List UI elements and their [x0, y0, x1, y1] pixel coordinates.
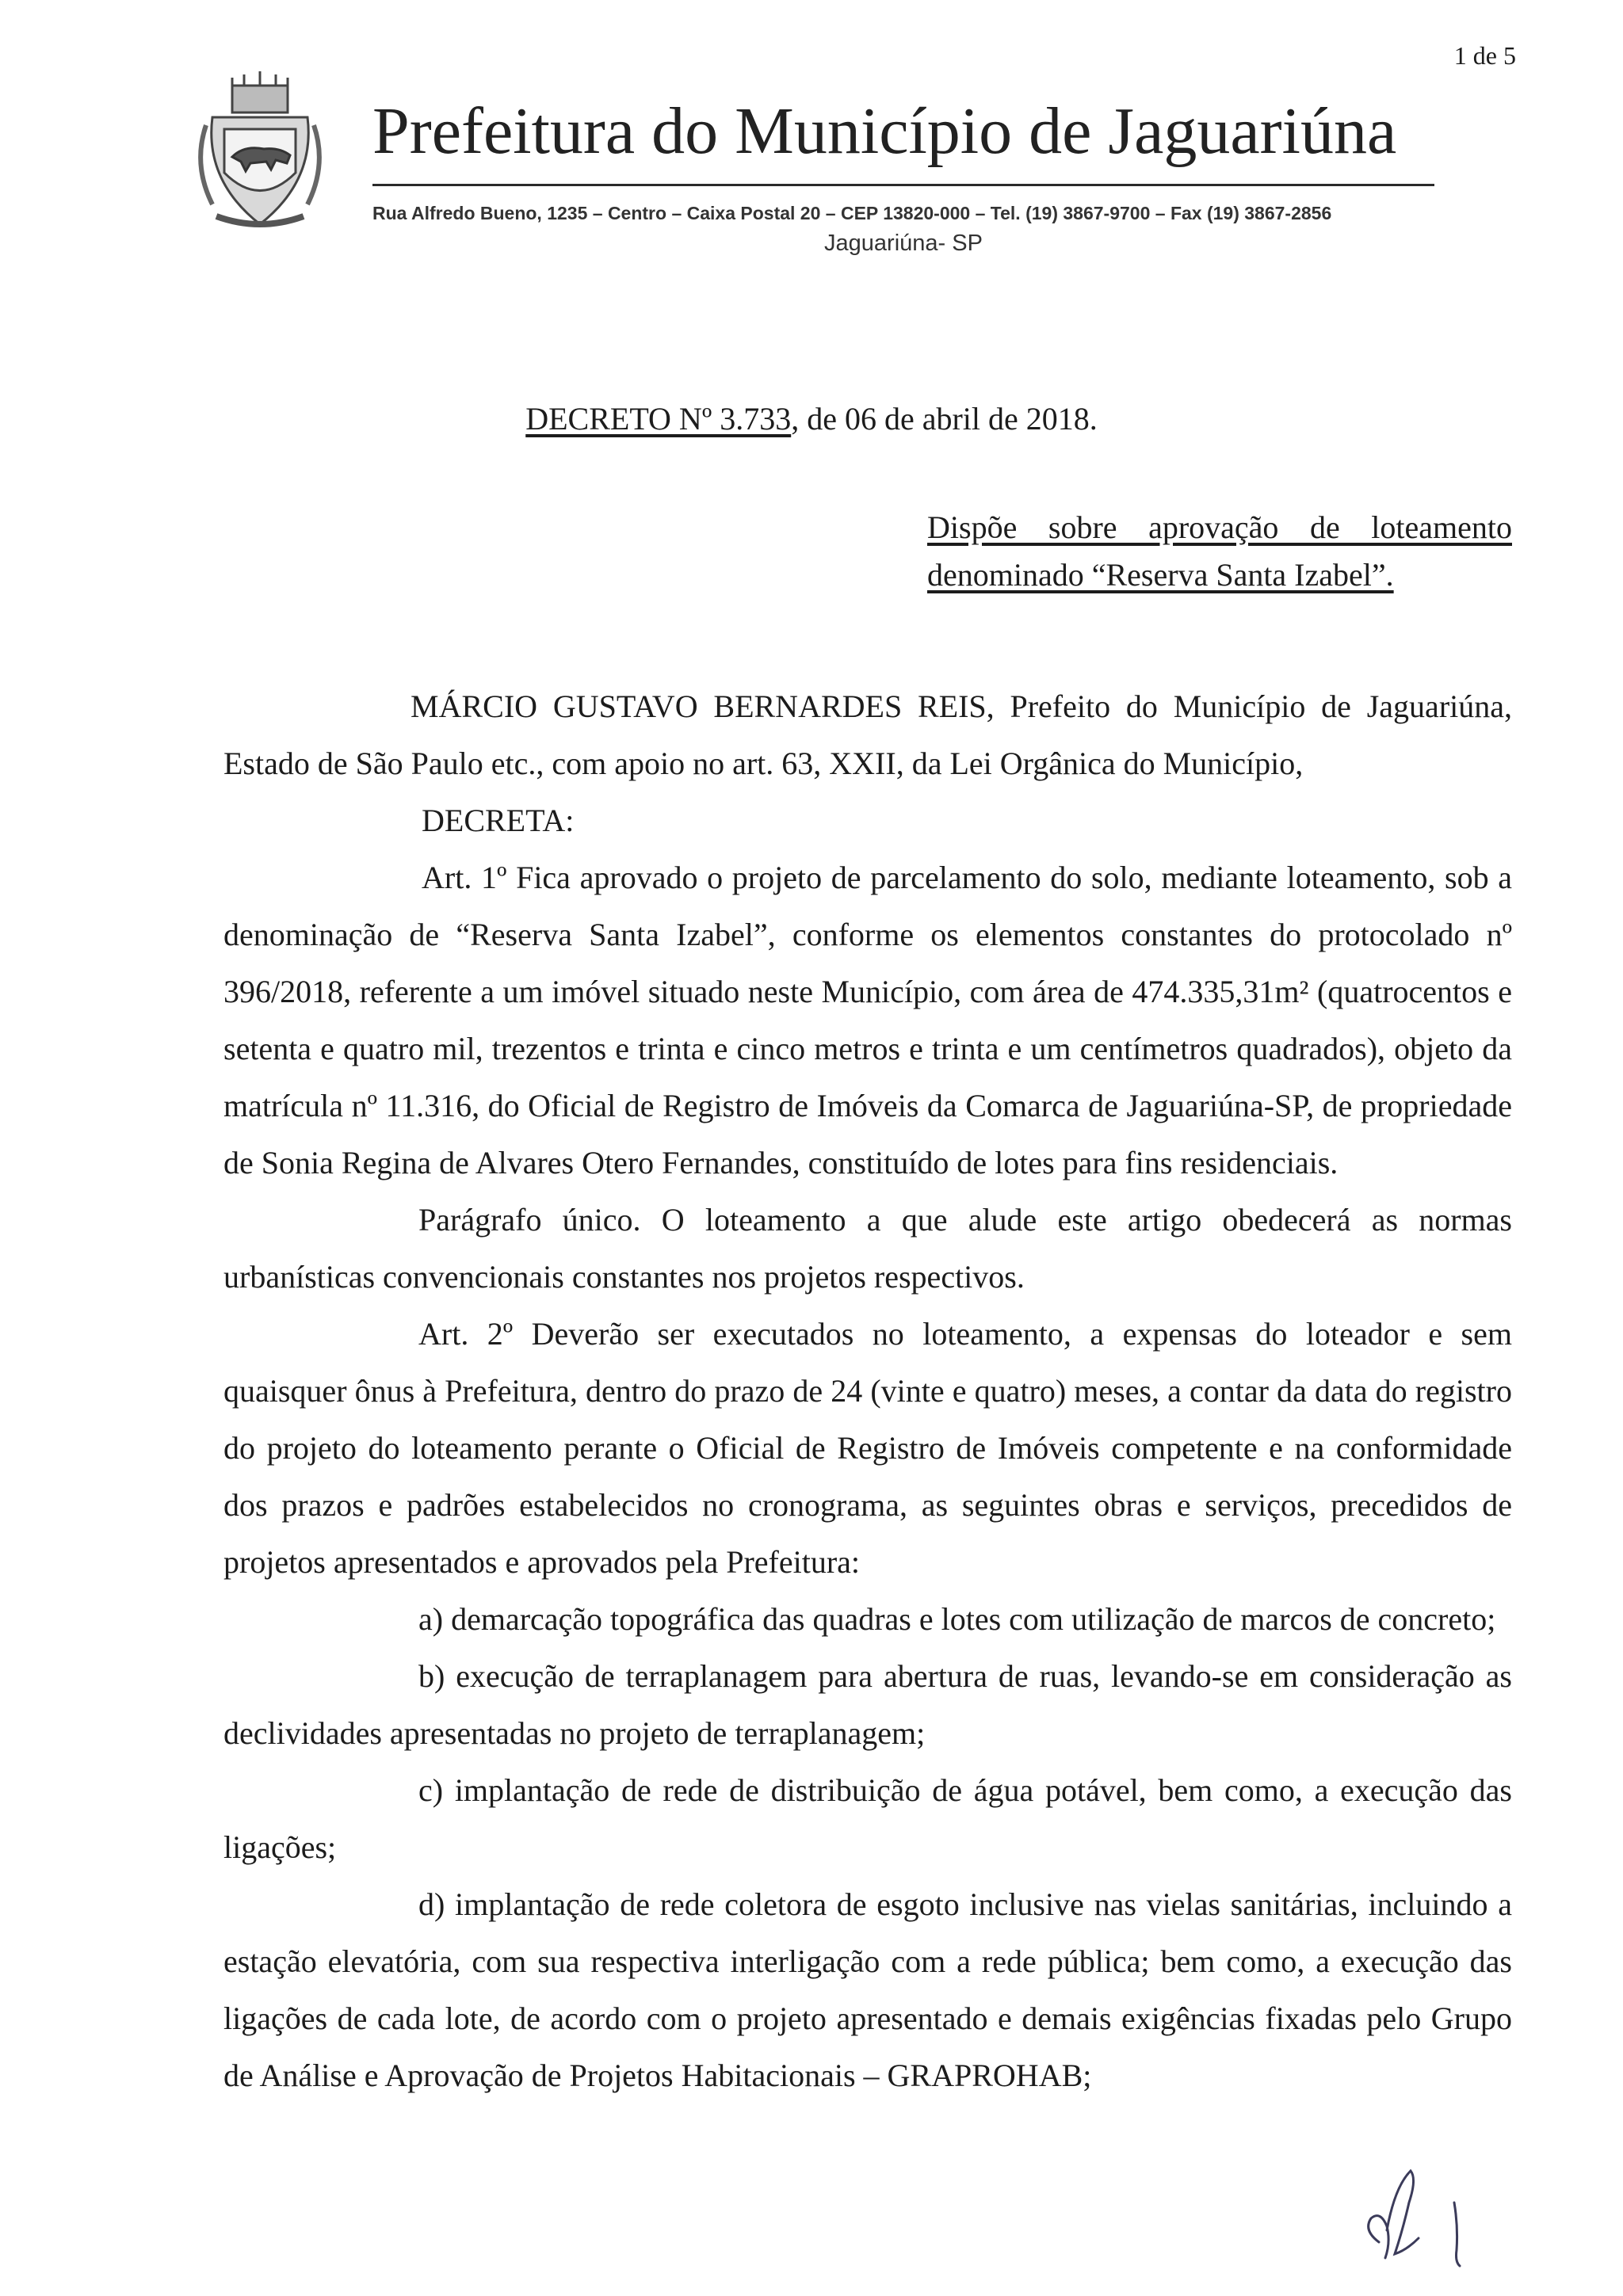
header-divider — [372, 184, 1434, 186]
article-2: Art. 2º Deverão ser executados no loteamento, a expensas do loteador e sem quaisquer ônus à Prefeitura, dentro do prazo de 24 (vinte e quatro) meses, a contar da data do registro do projeto do loteamento perante o Oficial de Registro de Imóveis competente e na conformidade dos prazos e padrões estabelecidos no cronograma, as seguintes obras e serviços, precedidos de projetos apresentados e aprovados pela Prefeitura: — [223, 1316, 1512, 1580]
article-1-paragraph: Parágrafo único. O loteamento a que alude este artigo obedecerá as normas urbanísticas convencionais constantes nos projetos respectivos. — [223, 1202, 1512, 1295]
decree-date: , de 06 de abril de 2018. — [791, 401, 1098, 437]
decree-summary: Dispõe sobre aprovação de loteamento denominado “Reserva Santa Izabel”. — [927, 509, 1512, 593]
decreta-heading: DECRETA: — [422, 803, 575, 838]
list-item: b) execução de terraplanagem para abertura de ruas, levando-se em consideração as declividades apresentadas no projeto de terraplanagem; — [223, 1658, 1512, 1751]
page-number: 1 de 5 — [1453, 41, 1516, 70]
signature-icon — [1347, 2155, 1482, 2274]
decree-number: DECRETO Nº 3.733 — [525, 401, 792, 437]
decree-title — [0, 400, 1623, 437]
municipality-title: Prefeitura do Município de Jaguariúna — [372, 94, 1397, 168]
coat-of-arms-icon — [189, 70, 331, 236]
municipality-city: Jaguariúna- SP — [824, 231, 983, 256]
decree-body — [223, 678, 1512, 2104]
list-item: d) implantação de rede coletora de esgoto inclusive nas vielas sanitárias, incluindo a estação elevatória, com sua respectiva interligação com a rede pública; bem como, a execução das ligações de cada lote, de acordo com o projeto apresentado e demais exigências fixadas pelo Grupo de Análise e Aprovação de Projetos Habitacionais – GRAPROHAB; — [223, 1886, 1512, 2093]
municipality-address: Rua Alfredo Bueno, 1235 – Centro – Caixa Postal 20 – CEP 13820-000 – Tel. (19) 3867-9700 – Fax (19) 3867-2856 — [372, 203, 1332, 223]
list-item: c) implantação de rede de distribuição de água potável, bem como, a execução das ligações; — [223, 1772, 1512, 1865]
article-1: Art. 1º Fica aprovado o projeto de parcelamento do solo, mediante loteamento, sob a denominação de “Reserva Santa Izabel”, conforme os elementos constantes do protocolado nº 396/2018, referente a um imóvel situado neste Município, com área de 474.335,31m² (quatrocentos e setenta e quatro mil, trezentos e trinta e cinco metros e trinta e um centímetros quadrados), objeto da matrícula nº 11.316, do Oficial de Registro de Imóveis da Comarca de Jaguariúna-SP, de propriedade de Sonia Regina de Alvares Otero Fernandes, constituído de lotes para fins residenciais. — [223, 860, 1512, 1180]
list-item: a) demarcação topográfica das quadras e lotes com utilização de marcos de concreto; — [418, 1601, 1496, 1637]
preamble: MÁRCIO GUSTAVO BERNARDES REIS, Prefeito do Município de Jaguariúna, Estado de São Paulo etc., com apoio no art. 63, XXII, da Lei Orgânica do Município, — [223, 688, 1512, 781]
